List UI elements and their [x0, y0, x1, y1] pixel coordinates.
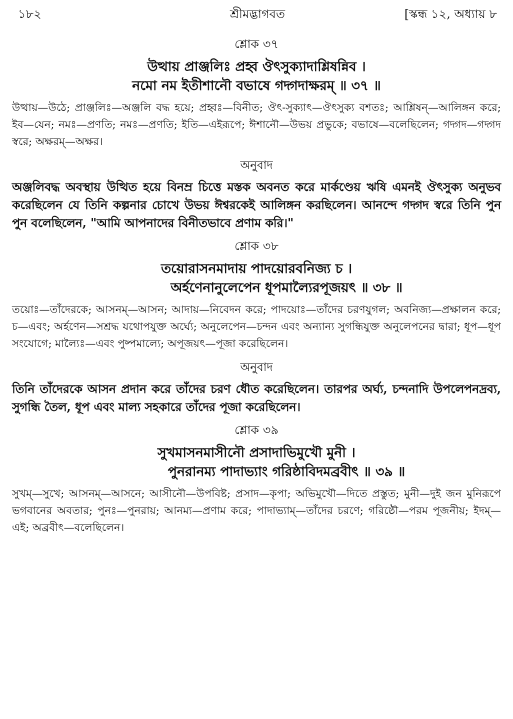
translation-label: অনুবাদ: [240, 360, 273, 374]
page-header: [18, 6, 497, 28]
section-reference: [স্কন্ধ ১২, অধ্যায় ৮: [404, 7, 497, 21]
verse-block-37: [12, 36, 501, 232]
synonyms: উত্থায়—উঠে; প্রাঞ্জলিঃ—অঞ্জলি বদ্ধ হয়ে; প্রহ্বঃ—বিনীত; ঔৎ-সুক্যাৎ—ঔৎসুক্য বশতঃ; আশ্লিষন্—আলিঙ্গন করে; ইব—যেন; নমঃ—প্রণতি; নমঃ—প্রণতি; ইতি—এইরূপে; ঈশানৌ—উভয় প্রভুকে; বভাষে—বলেছিলেন; গদ্গদ—গদ্গদ স্বরে; অক্ষরম্—অক্ষর।: [12, 102, 501, 148]
verse-line: সুখমাসনমাসীনৌ প্রসাদাভিমুখৌ মুনী ।: [157, 445, 356, 461]
verse-label: শ্লোক ৩৮: [234, 239, 279, 253]
page-number: ১৮২: [18, 7, 42, 21]
verse-block-38: [12, 238, 501, 416]
synonyms: সুখম্—সুখে; আসনম্—আসনে; আসীনৌ—উপবিষ্ট; প্রসাদ—কৃপা; অভিমুখৌ—দিতে প্রস্তুত; মুনী—দুই জন মুনিরূপে ভগবানের অবতার; পুনঃ—পুনরায়; আনম্য—প্রণাম করে; পাদাভ্যাম্—তাঁদের চরণে; গরিষ্ঠৌ—পরম পূজনীয়; ইদম্—এই; অব্রবীৎ—বলেছিলেন।: [12, 488, 501, 534]
translation: তিনি তাঁদেরকে আসন প্রদান করে তাঁদের চরণ ধৌত করেছিলেন। তারপর অর্ঘ্য, চন্দনাদি উপলেপনদ্রব্য, সুগন্ধি তৈল, ধূপ এবং মাল্য সহকারে তাঁদের পূজা করেছিলেন।: [12, 382, 501, 414]
verse-label: শ্লোক ৩৭: [234, 37, 279, 51]
verse-line: নমো নম ইতীশানৌ বভাষে গদ্গদাক্ষরম্ ॥ ৩৭ ॥: [132, 78, 381, 94]
synonyms: তয়োঃ—তাঁদেরকে; আসনম্—আসন; আদায়—নিবেদন করে; পাদয়োঃ—তাঁদের চরণযুগল; অবনিজ্য—প্রক্ষালন করে; চ—এবং; অর্হণেন—সশ্রদ্ধ যথোপযুক্ত অর্ঘ্যে; অনুলেপেন—চন্দন এবং অন্যান্য সুগন্ধিযুক্ত অনুলেপনের দ্বারা; ধূপ—ধূপ সংযোগে; মাল্যৈঃ—এবং পুষ্পমাল্যে; অপূজয়ৎ—পূজা করেছিলেন।: [12, 304, 501, 350]
translation: অঞ্জলিবদ্ধ অবস্থায় উত্থিত হয়ে বিনম্র চিত্তে মস্তক অবনত করে মার্কণ্ডেয় ঋষি এমনই ঔৎসুক্য অনুভব করেছিলেন যে তিনি কল্পনার চোখে উভয় ঈশ্বরকেই আলিঙ্গন করছিলেন। আনন্দে গদ্গদ স্বরে তিনি পুন পুন বলেছিলেন, "আমি আপনাদের বিনীতভাবে প্রণাম করি।": [12, 180, 501, 230]
verse-block-39: [12, 422, 501, 537]
verse-line: অর্হণেনানুলেপেন ধূপমাল্যৈরপূজয়ৎ ॥ ৩৮ ॥: [170, 280, 403, 296]
page-content: [12, 34, 501, 711]
verse-label: শ্লোক ৩৯: [234, 423, 279, 437]
translation-label: অনুবাদ: [240, 158, 273, 172]
verse-line: পুনরানম্য পাদাভ্যাং গরিষ্ঠাবিদমব্রবীৎ ॥ ৩৯ ॥: [167, 464, 406, 480]
verse-line: তয়োরাসনমাদায় পাদয়োরবনিজ্য চ ।: [160, 261, 353, 277]
book-title: শ্রীমদ্ভাগবত: [229, 7, 285, 21]
verse-line: উত্থায় প্রাঞ্জলিঃ প্রহ্ব ঔৎসুক্যাদাশ্লিষন্নিব ।: [147, 59, 366, 75]
